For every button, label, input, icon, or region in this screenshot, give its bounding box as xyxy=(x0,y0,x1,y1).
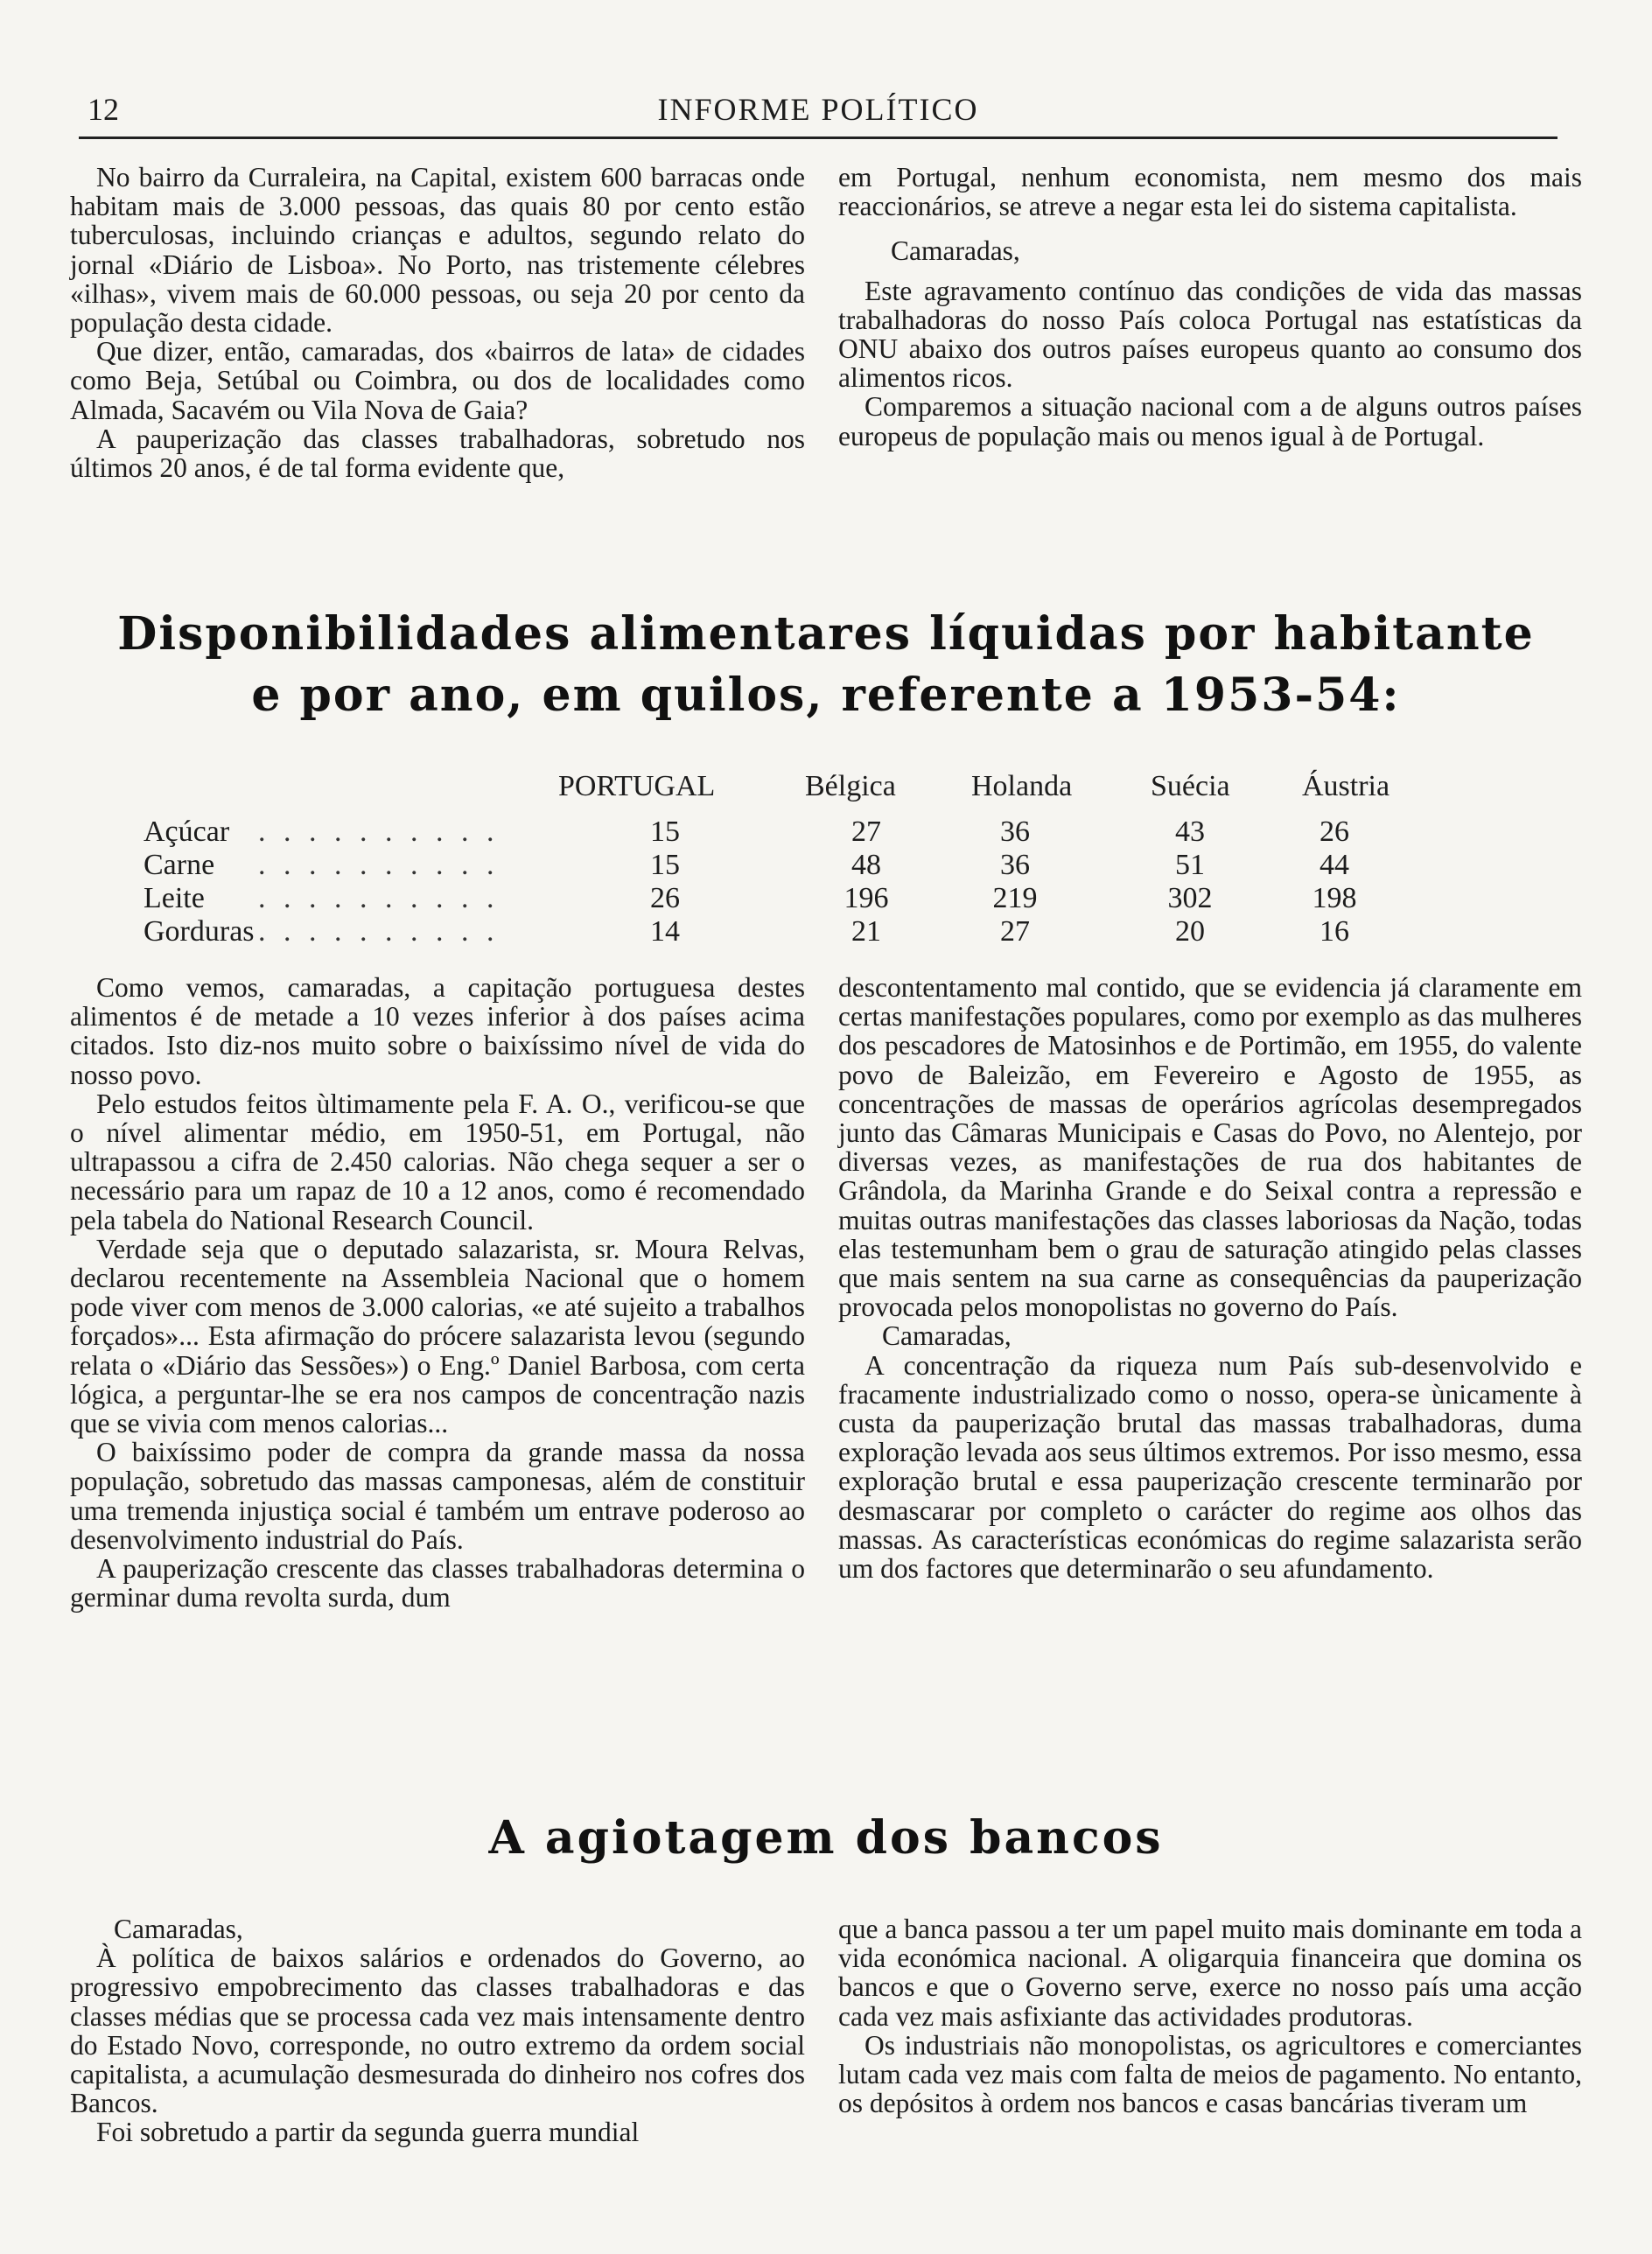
cell: 36 xyxy=(1000,816,1030,848)
paragraph: que a banca passou a ter um papel muito mais dominante em toda a vida económica nacional. A oligarquia financeira que domina os bancos e que o Governo serve, exerce no nosso país uma acção cada vez mais asfixiante das actividades produtoras. xyxy=(838,1914,1582,2032)
middle-left-column xyxy=(70,973,805,1612)
leader-dots: . . . . . . . . . . xyxy=(258,882,500,914)
paragraph: No bairro da Curraleira, na Capital, existem 600 barracas onde habitam mais de 3.000 pessoas, das quais 80 por cento estão tuberculosas, incluindo crianças e adultos, segundo relato do jornal «Diário de Lisboa». No Porto, nas tristemente célebres «ilhas», vivem mais de 60.000 pessoas, ou seja 20 por cento da população desta cidade. xyxy=(70,162,805,339)
bottom-left-column xyxy=(70,1914,805,2147)
cell: 302 xyxy=(1167,882,1213,914)
cell: 26 xyxy=(1320,816,1349,848)
paragraph: À política de baixos salários e ordenados do Governo, ao progressivo empobrecimento das classes trabalhadoras e das classes médias que se processa cada vez mais intensamente dentro do Estado Novo, corresponde, no outro extremo da ordem social capitalista, a acumulação desmesurada do dinheiro nos cofres dos Bancos. xyxy=(70,1942,805,2119)
page-header xyxy=(79,86,1558,139)
table-title-line-1: Disponibilidades alimentares líquidas por habitante xyxy=(117,607,1535,661)
leader-dots: . . . . . . . . . . xyxy=(258,816,500,848)
cell: 219 xyxy=(992,882,1038,914)
column-header: Suécia xyxy=(1151,770,1230,802)
column-header: Bélgica xyxy=(805,770,896,802)
paragraph: descontentamento mal contido, que se evidencia já claramente em certas manifestações populares, como por exemplo as das mulheres dos pescadores de Matosinhos e de Portimão, em 1955, do valente povo de Baleizão, em Fevereiro e Agosto de 1955, as concentrações de massas de operários agrícolas desempregados junto das Câmaras Municipais e Casas do Povo, no Alentejo, por diversas vezes, as manifestações de rua dos habitantes de Grândola, da Marinha Grande e do Seixal contra a repressão e muitas outras manifestações das classes laboriosas da Nação, todas elas testemunham bem o grau de saturação atingido pelas classes que mais sentem na sua carne as consequências da pauperização provocada pelos monopolistas no governo do País. xyxy=(838,972,1582,1323)
leader-dots: . . . . . . . . . . xyxy=(258,915,500,948)
publication-title: INFORME POLÍTICO xyxy=(657,92,979,127)
cell: 196 xyxy=(844,882,889,914)
leader-dots: . . . . . . . . . . xyxy=(258,849,500,881)
cell: 27 xyxy=(851,816,881,848)
paragraph: Verdade seja que o deputado salazarista, sr. Moura Relvas, declarou recentemente na Assembleia Nacional que o homem pode viver com menos de 3.000 calorias, «e até sujeito a trabalhos forçados»... Esta afirmação do prócere salazarista levou (segundo relata o «Diário das Sessões») o Eng.º Daniel Barbosa, com certa lógica, a perguntar-lhe se era nos campos de concentração nazis que se vivia com menos calorias... xyxy=(70,1233,805,1439)
table-title-line-2: e por ano, em quilos, referente a 1953-54: xyxy=(251,668,1401,722)
table-row xyxy=(140,882,1558,915)
cell: 15 xyxy=(650,849,680,881)
table-row xyxy=(140,915,1558,948)
top-left-column xyxy=(70,163,805,482)
cell: 21 xyxy=(851,915,881,948)
cell: 43 xyxy=(1175,816,1205,848)
cell: 36 xyxy=(1000,849,1030,881)
cell: 14 xyxy=(650,915,680,948)
row-label: Carne xyxy=(144,849,215,881)
paragraph: Este agravamento contínuo das condições de vida das massas trabalhadoras do nosso País coloca Portugal nas estatísticas da ONU abaixo dos outros países europeus quanto ao consumo dos alimentos ricos. xyxy=(838,275,1582,394)
cell: 16 xyxy=(1320,915,1349,948)
table-header xyxy=(140,770,1558,814)
salutation: Camaradas, xyxy=(891,235,1020,267)
cell: 44 xyxy=(1320,849,1349,881)
bottom-right-column xyxy=(838,1914,1582,2118)
cell: 51 xyxy=(1175,849,1205,881)
paragraph: A concentração da riqueza num País sub-desenvolvido e fracamente industrializado como o nosso, opera-se ùnicamente à custa da pauperização brutal das massas trabalhadoras, duma exploração levada aos seus últimos extremos. Por isso mesmo, essa exploração brutal e essa pauperização crescente terminarão por desmascarar por completo o carácter do regime aos olhos das massas. As características económicas do regime salazarista serão um dos factores que determinarão o seu afundamento. xyxy=(838,1349,1582,1585)
row-label: Açúcar xyxy=(144,816,230,848)
paragraph: Os industriais não monopolistas, os agricultores e comerciantes lutam cada vez mais com falta de meios de pagamento. No entanto, os depósitos à ordem nos bancos e casas bancárias tiveram um xyxy=(838,2029,1582,2119)
paragraph: Que dizer, então, camaradas, dos «bairros de lata» de cidades como Beja, Setúbal ou Coimbra, ou dos de localidades como Almada, Sacavém ou Vila Nova de Gaia? xyxy=(70,336,805,425)
table-row xyxy=(140,849,1558,882)
paragraph: Comparemos a situação nacional com a de alguns outros países europeus de população mais ou menos igual à de Portugal. xyxy=(838,391,1582,452)
salutation: Camaradas, xyxy=(114,1914,243,1944)
column-header: PORTUGAL xyxy=(558,770,716,802)
cell: 26 xyxy=(650,882,680,914)
cell: 20 xyxy=(1175,915,1205,948)
top-right-column xyxy=(838,163,1582,451)
cell: 15 xyxy=(650,816,680,848)
row-label: Leite xyxy=(144,882,205,914)
paragraph: A pauperização das classes trabalhadoras, sobretudo nos últimos 20 anos, é de tal forma evidente que, xyxy=(70,423,805,484)
salutation: Camaradas, xyxy=(882,1320,1012,1352)
column-header: Áustria xyxy=(1302,770,1390,802)
row-label: Gorduras xyxy=(144,915,255,948)
table-row xyxy=(140,816,1558,849)
paragraph: Como vemos, camaradas, a capitação portuguesa destes alimentos é de metade a 10 vezes inferior à dos países acima citados. Isto diz-nos muito sobre o baixíssimo nível de vida do nosso povo. xyxy=(70,972,805,1090)
cell: 198 xyxy=(1312,882,1357,914)
cell: 27 xyxy=(1000,915,1030,948)
page-number: 12 xyxy=(88,92,119,127)
paragraph: em Portugal, nenhum economista, nem mesmo dos mais reaccionários, se atreve a negar esta lei do sistema capitalista. xyxy=(838,162,1582,222)
cell: 48 xyxy=(851,849,881,881)
table-title xyxy=(0,604,1652,726)
column-header: Holanda xyxy=(971,770,1073,802)
paragraph: O baixíssimo poder de compra da grande massa da nossa população, sobretudo das massas camponesas, além de constituir uma tremenda injustiça social é também um entrave poderoso ao desenvolvimento industrial do País. xyxy=(70,1437,805,1555)
paragraph: Foi sobretudo a partir da segunda guerra mundial xyxy=(96,2117,640,2148)
paragraph: Pelo estudos feitos ùltimamente pela F. A. O., verificou-se que o nível alimentar médio, em 1950-51, em Portugal, não ultrapassou a cifra de 2.450 calorias. Não chega sequer a ser o necessário para um rapaz de 10 a 12 anos, como é recomendado pela tabela do National Research Council. xyxy=(70,1088,805,1236)
middle-right-column xyxy=(838,973,1582,1583)
paragraph: A pauperização crescente das classes trabalhadoras determina o germinar duma revolta surda, dum xyxy=(70,1553,805,1614)
section-title: A agiotagem dos bancos xyxy=(488,1811,1164,1865)
